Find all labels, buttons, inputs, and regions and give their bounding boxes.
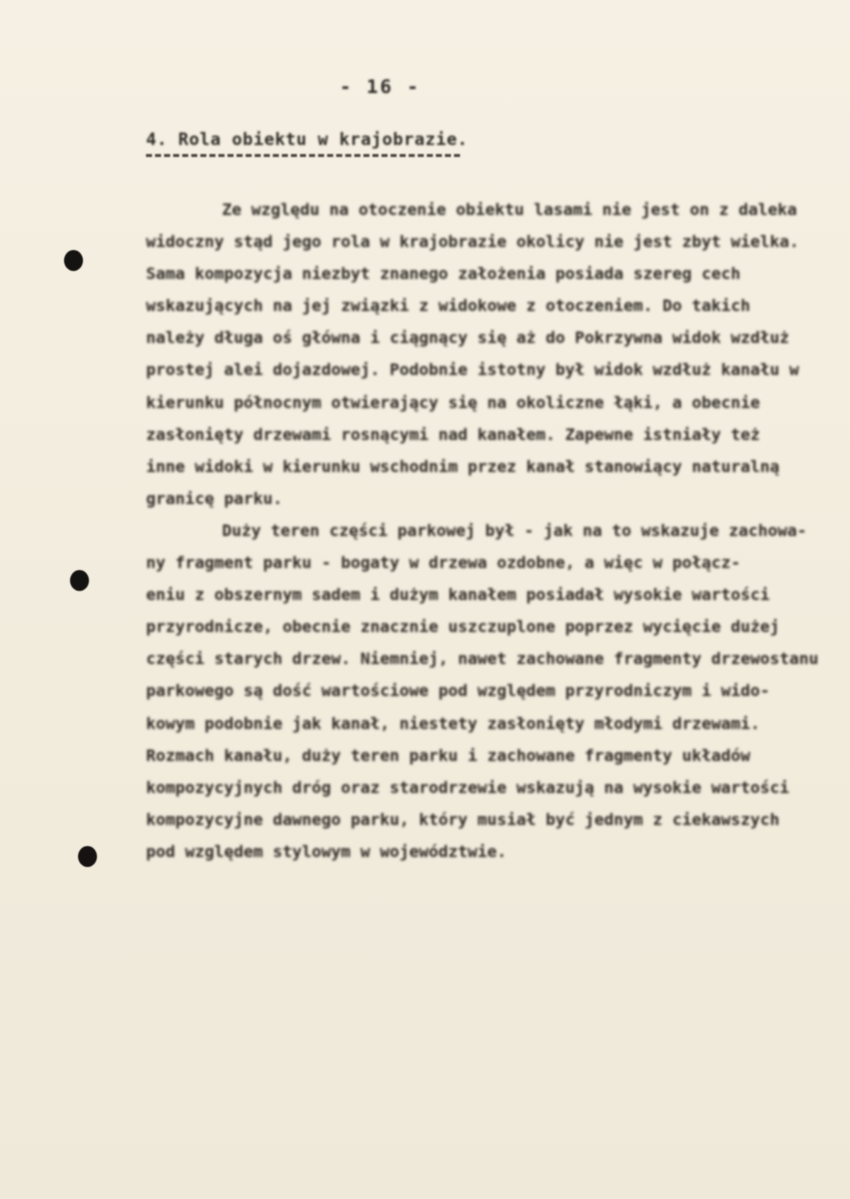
text-line: Rozmach kanału, duży teren parku i zachowane fragmenty układów xyxy=(146,745,751,765)
text-line: wskazujących na jej związki z widokowe z otoczeniem. Do takich xyxy=(146,296,751,316)
text-line: kierunku północnym otwierający się na okoliczne łąki, a obecnie xyxy=(146,392,760,412)
text-line: prostej alei dojazdowej. Podobnie istotny był widok wzdłuż kanału w xyxy=(146,360,799,380)
text-line: przyrodnicze, obecnie znacznie uszczuplone poprzez wycięcie dużej xyxy=(146,617,780,637)
section-heading: 4. Rola obiektu w krajobrazie. xyxy=(146,130,469,150)
text-line: inne widoki w kierunku wschodnim przez kanał stanowiący naturalną xyxy=(146,456,780,476)
text-line: eniu z obszernym sadem i dużym kanałem posiadał wysokie wartości xyxy=(146,585,770,605)
body-text xyxy=(146,194,826,868)
text-line: pod względem stylowym w województwie. xyxy=(146,841,507,861)
text-line: należy długa oś główna i ciągnący się aż do Pokrzywna widok wzdłuż xyxy=(146,328,790,348)
text-line: części starych drzew. Niemniej, nawet zachowane fragmenty drzewostanu xyxy=(146,649,819,669)
page-number: - 16 - xyxy=(339,76,421,98)
punch-hole xyxy=(78,846,97,867)
text-line: parkowego są dość wartościowe pod względem przyrodniczym i wido- xyxy=(146,681,770,701)
text-line: granicę parku. xyxy=(146,488,283,508)
heading-underline xyxy=(146,154,460,157)
text-line: zasłonięty drzewami rosnącymi nad kanałem. Zapewne istniały też xyxy=(146,424,760,444)
text-line: Sama kompozycja niezbyt znanego założenia posiada szereg cech xyxy=(146,264,741,284)
text-line: kompozycyjnych dróg oraz starodrzewie wskazują na wysokie wartości xyxy=(146,777,790,797)
text-line: Ze względu na otoczenie obiektu lasami nie jest on z daleka xyxy=(222,200,797,219)
punch-hole xyxy=(70,570,89,591)
text-line: ny fragment parku - bogaty w drzewa ozdobne, a więc w połącz- xyxy=(146,553,741,573)
text-line: kowym podobnie jak kanał, niestety zasłonięty młodymi drzewami. xyxy=(146,713,760,733)
text-line: widoczny stąd jego rola w krajobrazie okolicy nie jest zbyt wielka. xyxy=(146,232,799,252)
text-line: Duży teren części parkowej był - jak na to wskazuje zachowa- xyxy=(222,520,807,540)
punch-hole xyxy=(64,250,83,271)
text-line: kompozycyjne dawnego parku, który musiał być jednym z ciekawszych xyxy=(146,809,780,829)
